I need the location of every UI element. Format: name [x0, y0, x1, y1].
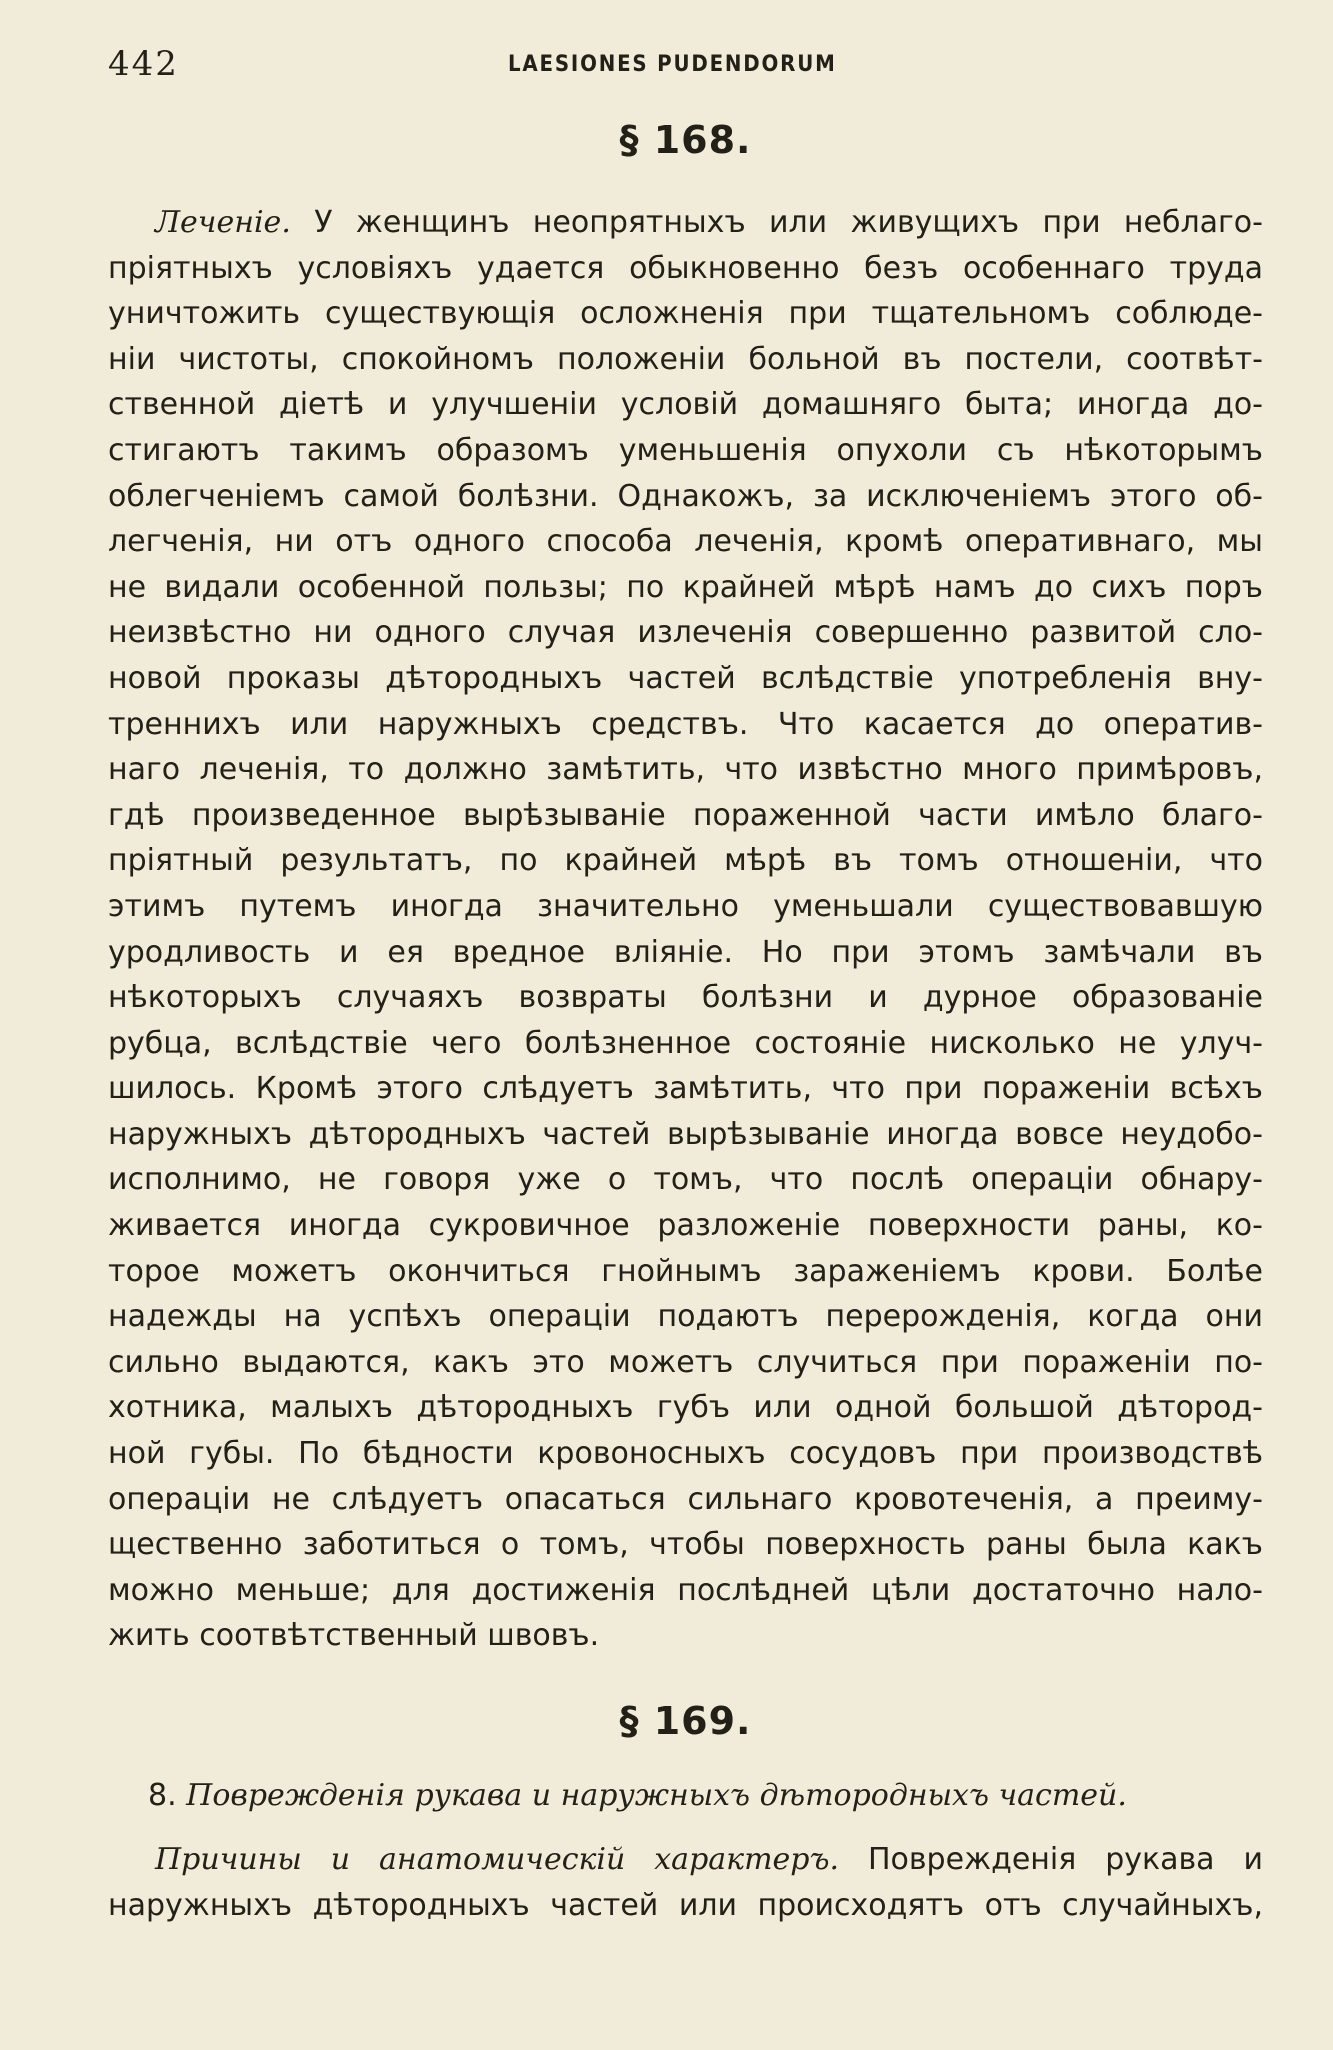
text-line: новой проказы дѣтородныхъ частей вслѣдствіе употребленія вну- — [108, 660, 1263, 696]
page-header — [108, 44, 1263, 104]
paragraph-causes — [108, 1837, 1263, 1928]
text-line: наго леченія, то должно замѣтить, что извѣстно много примѣровъ, — [108, 752, 1263, 788]
page-number: 442 — [108, 44, 179, 84]
text-line: гдѣ произведенное вырѣзываніе пораженной части имѣло благо- — [108, 797, 1263, 833]
text-line: пріятныхъ условіяхъ удается обыкновенно безъ особеннаго труда — [108, 250, 1263, 286]
text-line: неизвѣстно ни одного случая излеченія совершенно развитой сло- — [108, 615, 1263, 651]
text-line: уродливость и ея вредное вліяніе. Но при этомъ замѣчали въ — [108, 934, 1263, 970]
chapter-subtitle — [108, 1773, 1263, 1819]
text-line: треннихъ или наружныхъ средствъ. Что касается до оператив- — [108, 706, 1263, 742]
text-line: надежды на успѣхъ операціи подаютъ перерожденія, когда они — [108, 1299, 1263, 1335]
text-line: живается иногда сукровичное разложеніе поверхности раны, ко- — [108, 1208, 1263, 1244]
text-line: ственной діетѣ и улучшеніи условій домашняго быта; иногда до- — [108, 387, 1263, 423]
paragraph-lead: Леченіе. — [155, 205, 291, 240]
text-line: наружныхъ дѣтородныхъ частей или происходятъ отъ случайныхъ, — [108, 1887, 1263, 1923]
text-line: нѣкоторыхъ случаяхъ возвраты болѣзни и дурное образованіе — [108, 980, 1263, 1016]
text-line: этимъ путемъ иногда значительно уменьшали существовавшую — [108, 888, 1263, 924]
text-line: торое можетъ окончиться гнойнымъ зараженіемъ крови. Болѣе — [108, 1253, 1263, 1289]
text-line: уничтожить существующія осложненія при тщательномъ соблюде- — [108, 296, 1263, 332]
text-line: шилось. Кромѣ этого слѣдуетъ замѣтить, что при пораженіи всѣхъ — [108, 1071, 1263, 1107]
text-line: щественно заботиться о томъ, чтобы поверхность раны была какъ — [108, 1527, 1263, 1563]
subtitle-number: 8. — [148, 1778, 177, 1813]
text-line: исполнимо, не говоря уже о томъ, что послѣ операціи обнару- — [108, 1162, 1263, 1198]
section-heading-169: § 169. — [619, 1699, 752, 1743]
running-head: LAESIONES PUDENDORUM — [508, 52, 837, 77]
text-line: сильно выдаются, какъ это можетъ случиться при пораженіи по- — [108, 1344, 1263, 1380]
text-line: операціи не слѣдуетъ опасаться сильнаго кровотеченія, а преиму- — [108, 1481, 1263, 1517]
text-line: стигаютъ такимъ образомъ уменьшенія опухоли съ нѣкоторымъ — [108, 432, 1263, 468]
text-line: не видали особенной пользы; по крайней мѣрѣ намъ до сихъ поръ — [108, 569, 1263, 605]
text-line: легченія, ни отъ одного способа леченія, кромѣ оперативнаго, мы — [108, 524, 1263, 560]
section-heading-168: § 168. — [619, 118, 752, 162]
text-line: облегченіемъ самой болѣзни. Однакожъ, за исключеніемъ этого об- — [108, 478, 1263, 514]
text-line: рубца, вслѣдствіе чего болѣзненное состояніе нисколько не улуч- — [108, 1025, 1263, 1061]
text-line: Леченіе. У женщинъ неопрятныхъ или живущихъ при неблаго- — [155, 205, 1263, 240]
text-line: Причины и анатомическій характеръ. Поврежденія рукава и — [155, 1842, 1263, 1877]
text-line: жить соотвѣтственный швовъ. — [108, 1618, 600, 1654]
text-line: хотника, малыхъ дѣтородныхъ губъ или одной большой дѣтород- — [108, 1390, 1263, 1426]
paragraph-lead: Причины и анатомическій характеръ. — [155, 1842, 840, 1877]
text-line: наружныхъ дѣтородныхъ частей вырѣзываніе иногда вовсе неудобо- — [108, 1116, 1263, 1152]
text-line: пріятный результатъ, по крайней мѣрѣ въ томъ отношеніи, что — [108, 843, 1263, 879]
text-line: ной губы. По бѣдности кровоносныхъ сосудовъ при производствѣ — [108, 1436, 1263, 1472]
subtitle-text: Поврежденія рукава и наружныхъ дѣтородныхъ частей. — [186, 1778, 1127, 1813]
text-line: можно меньше; для достиженія послѣдней цѣли достаточно нало- — [108, 1572, 1263, 1608]
paragraph-treatment — [108, 200, 1263, 1659]
text-line: ніи чистоты, спокойномъ положеніи больной въ постели, соотвѣт- — [108, 341, 1263, 377]
